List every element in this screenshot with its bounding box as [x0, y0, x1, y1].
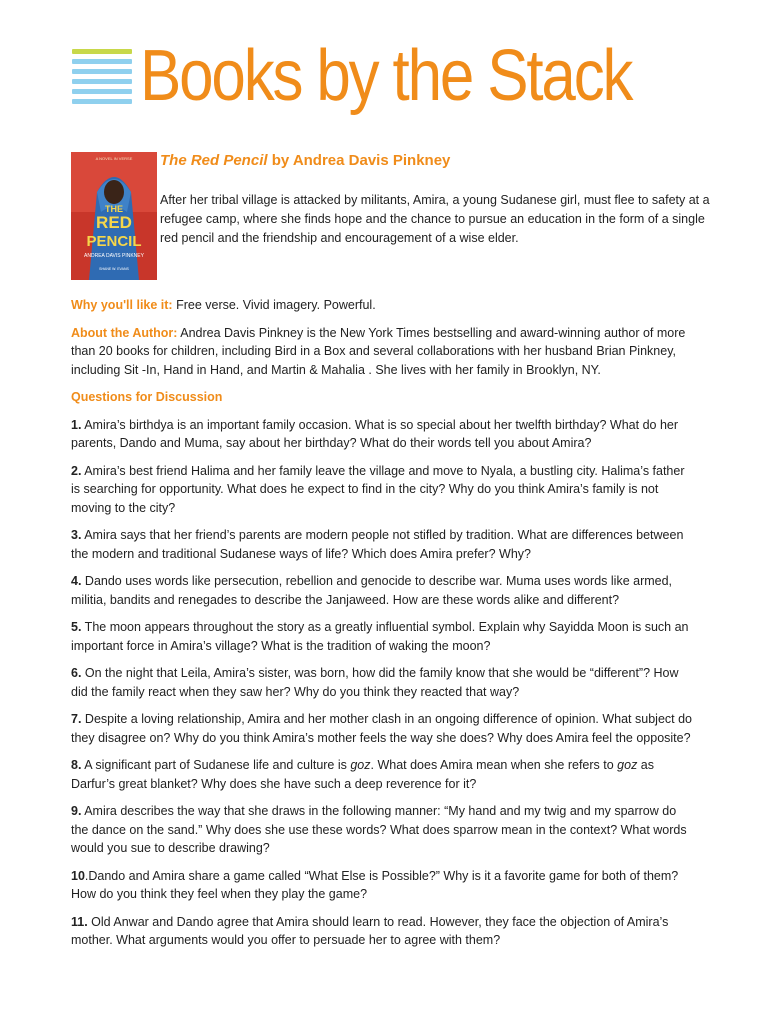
book-title: The Red Pencil [160, 152, 268, 169]
cover-top-text: A NOVEL IN VERSE [95, 156, 133, 161]
book-heading [160, 152, 720, 169]
question-text: Amira says that her friend’s parents are modern people not stifled by tradition. What are differences between the modern and traditional Sudanese ways of life? Which does Amira prefer? Why? [71, 528, 684, 561]
cover-title-line: PENCIL [86, 233, 142, 250]
question-text: A significant part of Sudanese life and culture is [81, 758, 351, 772]
about-author-paragraph [71, 324, 693, 380]
logo-stripe [72, 89, 132, 94]
question-item [71, 462, 693, 518]
question-item [71, 618, 693, 655]
question-number: 9. [71, 804, 82, 818]
question-number: 2. [71, 463, 82, 478]
goz-term: goz [350, 758, 371, 772]
about-author-text: Andrea Davis Pinkney is the New York Times bestselling and award-winning author of more than 20 books for children, including Bird in a Box and several collaborations with her husband Brian Pinkney, including Sit -In, Hand in Hand, and Martin & Mahalia . She lives with her family in Brooklyn, NY. [71, 325, 686, 377]
question-text: Despite a loving relationship, Amira and her mother clash in an ongoing difference of opinion. What subject do they disagree on? Why do you think Amira’s mother feels the way she does? Why does Amira feel the opposite? [71, 712, 692, 745]
question-number: 11. [71, 914, 88, 929]
question-text: On the night that Leila, Amira’s sister, was born, how did the family know that she would be “different”? How did the family react when they saw her? Why do you think they reacted that way? [71, 666, 679, 699]
question-text: Amira’s birthdya is an important family occasion. What is so special about her twelfth birthday? What do her parents, Dando and Muma, say about her birthday? What do their words tell you about Amira? [71, 417, 679, 450]
question-number: 7. [71, 712, 82, 726]
book-author-line: by Andrea Davis Pinkney [267, 152, 451, 169]
question-text: Old Anwar and Dando agree that Amira should learn to read. However, they face the objection of Amira’s mother. What arguments would you offer to persuade her to agree with them? [71, 914, 669, 947]
question-text: The moon appears throughout the story as a greatly influential symbol. Explain why Sayidda Moon is such an important force in Amira’s village? What is the tradition of waking the moon? [71, 620, 689, 653]
about-author-label: About the Author: [71, 325, 178, 340]
question-text: as Darfur’s great blanket? Why does she have such a deep reverence for it? [71, 758, 655, 791]
cover-title-line: THE [105, 204, 123, 214]
logo-stripe [72, 99, 132, 104]
question-number: 5. [71, 620, 82, 634]
question-text: . What does Amira mean when she refers to [370, 758, 618, 772]
question-item [71, 867, 693, 904]
stripes-logo [72, 49, 132, 109]
why-like-paragraph [71, 296, 693, 315]
book-cover-art [71, 152, 157, 280]
question-text: Amira’s best friend Halima and her family leave the village and move to Nyala, a bustling city. Halima’s father is searching for opportunity. What does he expect to find in the city? Why do you think Amira’s family is not moving to the city? [71, 463, 685, 515]
question-number: 1. [71, 417, 82, 432]
question-item [71, 802, 693, 858]
question-number: 4. [71, 574, 82, 588]
question-number: 10 [71, 868, 85, 883]
question-item [71, 710, 693, 747]
cover-author: ANDREA DAVIS PINKNEY [84, 253, 144, 259]
why-like-text: Free verse. Vivid imagery. Powerful. [172, 298, 376, 312]
logo-stripe [72, 69, 132, 74]
question-item [71, 416, 693, 453]
question-item [71, 572, 693, 609]
question-number: 3. [71, 528, 82, 542]
book-cover-image [71, 152, 157, 280]
book-summary: After her tribal village is attacked by militants, Amira, a young Sudanese girl, must flee to safety at a refugee camp, where she finds hope and the chance to pursue an education in the form of a single red pencil and the friendship and encouragement of a wise elder. [160, 193, 710, 245]
logo-stripe [72, 79, 132, 84]
masthead [72, 36, 712, 120]
brand-title: Books by the Stack [140, 36, 632, 116]
question-item [71, 664, 693, 701]
question-item [71, 756, 693, 793]
questions-heading: Questions for Discussion [71, 390, 223, 404]
cover-illustrator: SHANE W. EVANS [99, 267, 129, 271]
question-number: 6. [71, 666, 82, 680]
logo-stripe [72, 59, 132, 64]
question-text: .Dando and Amira share a game called “What Else is Possible?” Why is it a favorite game for both of them? How do you think they feel when they play the game? [71, 868, 679, 901]
logo-stripe [72, 49, 132, 54]
question-item [71, 913, 693, 950]
question-item [71, 526, 693, 563]
question-text: Dando uses words like persecution, rebellion and genocide to describe war. Muma uses words like armed, militia, bandits and renegades to describe the Janjaweed. How are these words alike and different? [71, 574, 673, 607]
question-text: Amira describes the way that she draws in the following manner: “My hand and my twig and my sparrow do the dance on the sand.” Why does she use these words? What does sparrow mean in the context? What words would you sue to describe drawing? [71, 804, 687, 855]
goz-term: goz [617, 758, 638, 772]
discussion-guide [71, 296, 693, 959]
cover-title-line: RED [96, 213, 132, 232]
question-number: 8. [71, 758, 82, 772]
why-like-label: Why you'll like it: [71, 298, 173, 312]
